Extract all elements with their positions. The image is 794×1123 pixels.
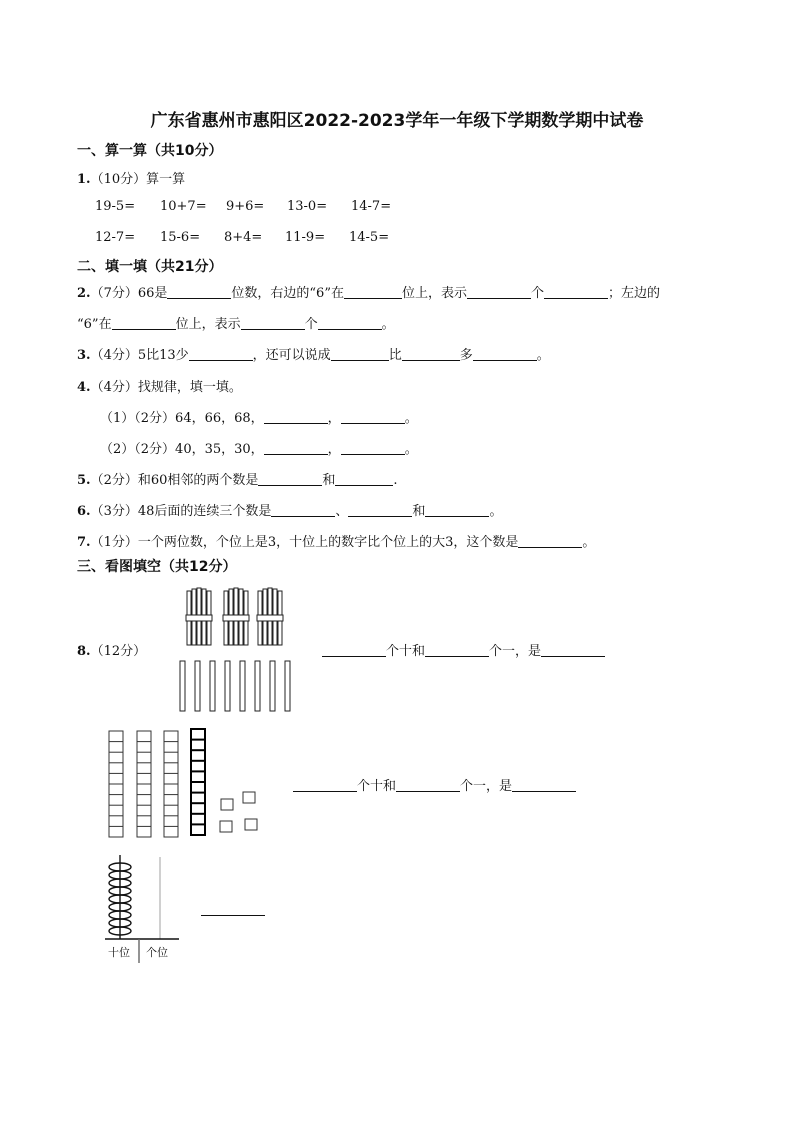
single-sticks [180,661,290,711]
text: 。 [404,411,418,426]
text: （1分）一个两位数，个位上是3，十位上的数字比个位上的大3，这个数是 [90,535,519,550]
text: 和 [322,473,336,488]
answer-blank[interactable] [425,644,489,657]
answer-blank[interactable] [348,504,412,517]
section-heading-1: 一、算一算（共10分） [77,143,223,159]
text: 个十和 [386,644,426,659]
question-number: 1. [77,172,91,187]
answer-blank[interactable] [341,442,405,455]
unit-cube [245,819,257,830]
question-number: 4. [77,380,91,395]
text: ；左边的 [608,286,661,301]
text: （1）（2分）64，66，68， [100,411,264,426]
stick-bundle [223,588,249,645]
answer-blank[interactable] [541,644,605,657]
text: 比 [388,348,402,363]
text: ， [327,411,341,426]
stick-bundle [257,588,283,645]
question-4-1 [100,407,418,426]
ten-rod [109,731,123,837]
calc-item: 19-5= [95,199,136,214]
section-heading-2: 二、填一填（共21分） [77,259,223,275]
calc-item: 9+6= [226,199,265,214]
text: 个一，是 [460,779,513,794]
question-text: （10分）算一算 [90,172,186,187]
text: 。 [489,504,503,519]
question-4 [77,376,242,395]
text: 个一，是 [489,644,542,659]
question-1 [77,168,185,187]
text: 位上，表示 [401,286,467,301]
text: （7分）66是 [90,286,168,301]
question-number: 5. [77,473,91,488]
text: 。 [536,348,550,363]
question-number: 2. [77,286,91,301]
answer-blank[interactable] [335,473,393,486]
ten-rod [164,731,178,837]
unit-cube [221,799,233,810]
page-title: 广东省惠州市惠阳区2022-2023学年一年级下学期数学期中试卷 [150,111,644,131]
question-number: 8. [77,644,91,659]
question-text: （4分）找规律，填一填。 [90,380,242,395]
ten-rod [137,731,151,837]
calc-item: 10+7= [160,199,207,214]
answer-blank[interactable] [241,317,305,330]
text: 个 [304,317,318,332]
unit-cube [243,792,255,803]
question-5 [77,469,398,488]
text: . [393,473,398,488]
answer-blank[interactable] [402,348,460,361]
answer-blank[interactable] [467,286,531,299]
text: 多 [459,348,473,363]
question-number: 6. [77,504,91,519]
answer-line-2 [293,775,576,794]
answer-blank[interactable] [264,442,328,455]
unit-cube [220,821,232,832]
answer-blank[interactable] [341,411,405,424]
ones-place-label: 个位 [146,946,168,959]
text: 。 [582,535,596,550]
calc-item: 12-7= [95,230,136,245]
text: 、 [335,504,349,519]
tens-place-label: 十位 [108,946,130,959]
answer-blank[interactable] [518,535,582,548]
question-number: 7. [77,535,91,550]
calc-item: 15-6= [160,230,201,245]
text: 个 [531,286,545,301]
answer-blank[interactable] [318,317,382,330]
answer-blank[interactable] [544,286,608,299]
answer-blank[interactable] [473,348,537,361]
answer-line-1 [322,640,605,659]
text: ，还可以说成 [252,348,331,363]
answer-blank[interactable] [344,286,402,299]
stick-bundles-picture [175,585,300,715]
question-3 [77,344,550,363]
answer-blank[interactable] [293,779,357,792]
ten-rod [191,729,205,835]
question-7 [77,531,595,550]
calc-item: 14-5= [349,230,390,245]
question-6 [77,500,502,519]
text: （4分）5比13少 [90,348,189,363]
question-number: 3. [77,348,91,363]
answer-blank[interactable] [264,411,328,424]
calc-item: 8+4= [224,230,263,245]
calc-item: 11-9= [285,230,326,245]
calc-item: 14-7= [351,199,392,214]
text: ， [327,442,341,457]
answer-line-3 [201,903,265,918]
answer-blank[interactable] [112,317,176,330]
text: （3分）48后面的连续三个数是 [90,504,272,519]
text: （2）（2分）40，35，30， [100,442,264,457]
answer-blank[interactable] [201,903,265,916]
text: 位上，表示 [175,317,241,332]
answer-blank[interactable] [189,348,253,361]
question-4-2 [100,438,418,457]
answer-blank[interactable] [258,473,322,486]
stick-bundle [186,588,212,645]
answer-blank[interactable] [425,504,489,517]
base-ten-blocks-picture [105,727,265,842]
text: 位数，右边的“6”在 [231,286,344,301]
answer-blank[interactable] [396,779,460,792]
text: 。 [381,317,395,332]
question-2-cont [77,313,395,332]
text: （2分）和60相邻的两个数是 [90,473,259,488]
calc-item: 13-0= [287,199,328,214]
text: 和 [412,504,426,519]
answer-blank[interactable] [512,779,576,792]
answer-blank[interactable] [271,504,335,517]
answer-blank[interactable] [167,286,231,299]
text: 个十和 [357,779,397,794]
question-2 [77,282,660,301]
question-text: （12分） [90,644,147,659]
text: “6”在 [77,317,112,332]
answer-blank[interactable] [331,348,389,361]
text: 。 [404,442,418,457]
question-8 [77,640,146,659]
answer-blank[interactable] [322,644,386,657]
section-heading-3: 三、看图填空（共12分） [77,559,237,575]
